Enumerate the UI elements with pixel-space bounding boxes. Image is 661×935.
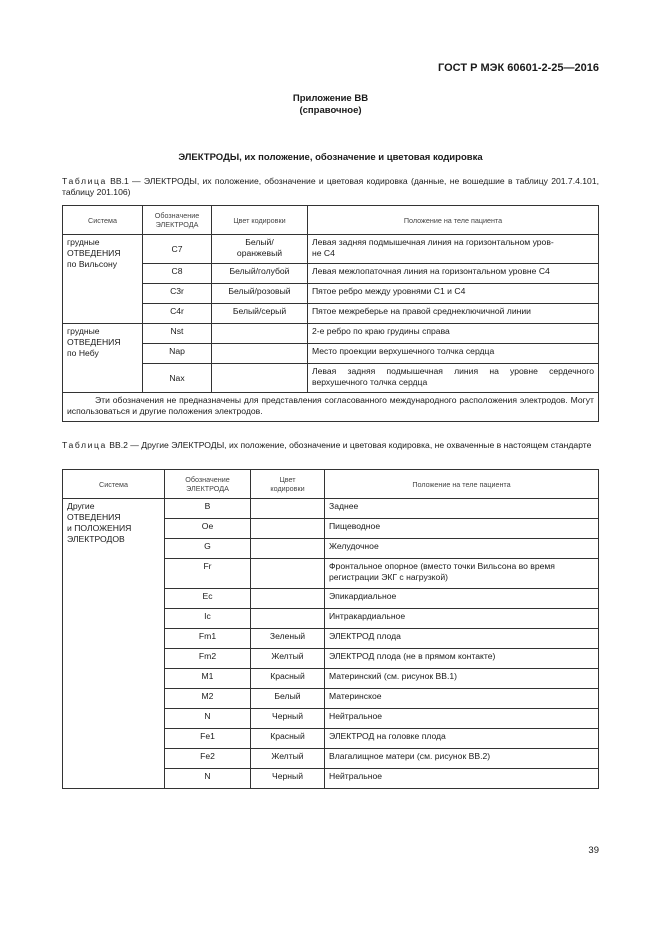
table-row: [63, 344, 599, 364]
electrode-code: C4r: [143, 304, 212, 324]
electrode-code: C8: [143, 264, 212, 284]
group-line: грудные: [67, 326, 100, 336]
electrode-position: Материнский (см. рисунок ВВ.1): [325, 669, 599, 689]
page-number: 39: [588, 845, 599, 856]
electrode-code: Fe1: [165, 729, 251, 749]
electrode-position: Желудочное: [325, 539, 599, 559]
electrode-position: 2-е ребро по краю грудины справа: [308, 324, 599, 344]
color-code: [251, 559, 325, 589]
table1-header-position: Положение на теле пациента: [308, 206, 599, 235]
table-row: [63, 324, 599, 344]
electrode-code: Fe2: [165, 749, 251, 769]
color-code: Красный: [251, 669, 325, 689]
electrode-code: Ic: [165, 609, 251, 629]
color-code: [212, 324, 308, 344]
electrode-position: Влагалищное матери (см. рисунок ВВ.2): [325, 749, 599, 769]
electrode-position: Фронтальное опорное (вместо точки Вильсона во время регистрации ЭКГ с нагрузкой): [325, 559, 599, 589]
table1-header-color: Цвет кодировки: [212, 206, 308, 235]
table2-group-other: [63, 499, 165, 789]
electrode-position: Эпикардиальное: [325, 589, 599, 609]
electrode-code: C7: [143, 235, 212, 264]
table-row: [63, 284, 599, 304]
color-code: Желтый: [251, 749, 325, 769]
table2-header-position: Положение на теле пациента: [325, 470, 599, 499]
table2-caption-word: Таблица: [62, 440, 107, 450]
table-row: [63, 499, 599, 519]
color-code: Красный: [251, 729, 325, 749]
color-code: Белый/голубой: [212, 264, 308, 284]
table2-caption: [62, 440, 599, 451]
color-code: Черный: [251, 709, 325, 729]
table1-header-code: [143, 206, 212, 235]
color-code: [212, 364, 308, 393]
electrode-position: Пятое межреберье на правой среднеключичной линии: [308, 304, 599, 324]
table1-group-nebu: [63, 324, 143, 393]
table1-caption-word: Таблица: [62, 176, 107, 186]
group-line: и ПОЛОЖЕНИЯ: [67, 523, 132, 533]
table1-caption: [62, 176, 599, 198]
electrode-code: B: [165, 499, 251, 519]
color-code: [251, 609, 325, 629]
group-line: по Вильсону: [67, 259, 118, 269]
group-line: ОТВЕДЕНИЯ: [67, 248, 121, 258]
electrode-code: Nst: [143, 324, 212, 344]
table1-header-row: [63, 206, 599, 235]
table1: [62, 205, 599, 422]
table2-header-system: Система: [63, 470, 165, 499]
appendix-title: Приложение ВВ: [292, 93, 369, 104]
group-line: Другие: [67, 501, 95, 511]
electrode-code: M2: [165, 689, 251, 709]
electrode-code: G: [165, 539, 251, 559]
table2: [62, 469, 599, 789]
group-line: грудные: [67, 237, 100, 247]
color-code: Белый: [251, 689, 325, 709]
electrode-code: Fr: [165, 559, 251, 589]
section-title: ЭЛЕКТРОДЫ, их положение, обозначение и цветовая кодировка: [178, 152, 483, 163]
group-line: ОТВЕДЕНИЯ: [67, 337, 121, 347]
electrode-code: Nax: [143, 364, 212, 393]
table1-header-code-line1: Обозначение: [154, 211, 200, 220]
color-code: Белый/ оранжевый: [212, 235, 308, 264]
color-code: Желтый: [251, 649, 325, 669]
electrode-code: Nap: [143, 344, 212, 364]
document-code: ГОСТ Р МЭК 60601-2-25—2016: [438, 62, 599, 74]
group-line: по Небу: [67, 348, 99, 358]
electrode-position: Левая межлопаточная линия на горизонтальном уровне С4: [308, 264, 599, 284]
table1-header-system: Система: [63, 206, 143, 235]
electrode-position: Нейтральное: [325, 769, 599, 789]
electrode-code: Fm2: [165, 649, 251, 669]
electrode-position: Левая задняя подмышечная линия на уровне сердечного верхушечного толчка сердца: [308, 364, 599, 393]
electrode-code: Ec: [165, 589, 251, 609]
table2-header-color-line1: Цвет: [279, 475, 296, 484]
electrode-code: N: [165, 769, 251, 789]
electrode-position: ЭЛЕКТРОД плода (не в прямом контакте): [325, 649, 599, 669]
table1-group-wilson: [63, 235, 143, 324]
electrode-position: Пищеводное: [325, 519, 599, 539]
appendix-subtitle: (справочное): [299, 105, 362, 116]
electrode-position: Материнское: [325, 689, 599, 709]
electrode-position: Пятое ребро между уровнями С1 и С4: [308, 284, 599, 304]
table2-header-color: [251, 470, 325, 499]
electrode-position: Левая задняя подмышечная линия на горизонтальном уров- не С4: [308, 235, 599, 264]
electrode-code: C3r: [143, 284, 212, 304]
table2-header-code-line2: ЭЛЕКТРОДА: [186, 484, 229, 493]
table-row: [63, 364, 599, 393]
table1-note: Эти обозначения не предназначены для представления согласованного международного расположения электродов. Могут использоваться и другие положения электродов.: [63, 393, 599, 422]
appendix-heading: [0, 93, 661, 117]
electrode-position: Место проекции верхушечного толчка сердца: [308, 344, 599, 364]
electrode-code: M1: [165, 669, 251, 689]
electrode-position: Нейтральное: [325, 709, 599, 729]
electrode-position: Интракардиальное: [325, 609, 599, 629]
color-code: [212, 344, 308, 364]
color-code: Белый/серый: [212, 304, 308, 324]
electrode-position: ЭЛЕКТРОД на головке плода: [325, 729, 599, 749]
table2-header-code-line1: Обозначение: [185, 475, 230, 484]
table2-header-code: [165, 470, 251, 499]
table-row: [63, 264, 599, 284]
electrode-code: Fm1: [165, 629, 251, 649]
group-line: ОТВЕДЕНИЯ: [67, 512, 121, 522]
electrode-code: N: [165, 709, 251, 729]
color-code: [251, 499, 325, 519]
table-row: [63, 235, 599, 264]
electrode-code: Oe: [165, 519, 251, 539]
color-code: Зеленый: [251, 629, 325, 649]
color-code: Черный: [251, 769, 325, 789]
electrode-position: Заднее: [325, 499, 599, 519]
table2-caption-text: ВВ.2 — Другие ЭЛЕКТРОДЫ, их положение, обозначение и цветовая кодировка, не охваченные в настоящем стандарте: [106, 440, 592, 450]
color-code: [251, 589, 325, 609]
electrode-position: ЭЛЕКТРОД плода: [325, 629, 599, 649]
color-code: [251, 539, 325, 559]
table1-caption-text: ВВ.1 — ЭЛЕКТРОДЫ, их положение, обозначение и цветовая кодировка (данные, не вошедшие в таблицу 201.7.4.101, таблицу 201.106): [62, 176, 599, 197]
table1-header-code-line2: ЭЛЕКТРОДА: [155, 220, 199, 229]
table2-header-color-line2: кодировки: [270, 484, 305, 493]
table-row: [63, 304, 599, 324]
color-code: Белый/розовый: [212, 284, 308, 304]
table2-header-row: [63, 470, 599, 499]
color-code: [251, 519, 325, 539]
group-line: ЭЛЕКТРОДОВ: [67, 534, 125, 544]
table1-note-row: [63, 393, 599, 422]
